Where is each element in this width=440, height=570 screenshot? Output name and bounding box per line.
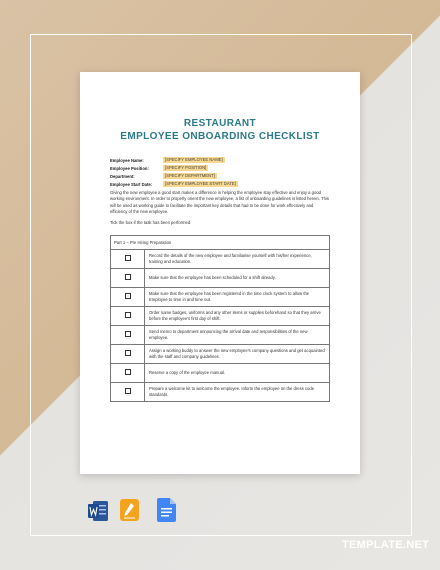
table-row	[111, 288, 330, 307]
field-row	[110, 156, 238, 164]
field-label: Employee Position:	[110, 165, 149, 171]
table-row	[111, 364, 330, 383]
table-row	[111, 345, 330, 364]
word-icon[interactable]	[88, 500, 108, 522]
table-row	[111, 269, 330, 288]
field-value: [SPECIFY POSITION]	[165, 165, 207, 170]
task-text: Make sure that the employee has been registered in the time clock system to allow the Employee to time in and time out.	[145, 288, 330, 307]
employee-fields	[110, 156, 238, 188]
table-row	[111, 250, 330, 269]
document-page	[80, 72, 360, 474]
task-text: Prepare a welcome kit to welcome the employee. Inform the employee on the dress code standards.	[145, 383, 330, 402]
tick-instruction: Tick the box if the task has been performed.	[110, 220, 192, 225]
task-text: Send memo to department announcing the arrival date and responsibilities of the new employee.	[145, 326, 330, 345]
checkbox[interactable]	[125, 274, 131, 280]
field-row	[110, 180, 238, 188]
field-value: [SPECIFY DEPARTMENT]	[165, 173, 215, 178]
task-text: Reserve a copy of the employee manual.	[145, 364, 330, 383]
checkbox[interactable]	[125, 293, 131, 299]
checkbox[interactable]	[125, 369, 131, 375]
title-line2: EMPLOYEE ONBOARDING CHECKLIST	[120, 131, 320, 142]
checkbox[interactable]	[125, 331, 131, 337]
checkbox[interactable]	[125, 350, 131, 356]
checkbox[interactable]	[125, 255, 131, 261]
field-value: [SPECIFY EMPLOYEE NAME]	[165, 157, 223, 162]
table-row	[111, 307, 330, 326]
field-value: [SPECIFY EMPLOYEE START DATE]	[165, 181, 236, 186]
task-text: Assign a working buddy to answer the new employee’s company questions and get acquainted with the staff and company guidelines.	[145, 345, 330, 364]
intro-paragraph: Giving the new employee a good start makes a difference in helping the employee stay effective and enjoy a good working environment. In order to properly orient the new employee, a list of onboarding guidelines is listed herein. This will be used as working guide to facilitate the important key details that had to be done for work effectively and efficiency of the new employee.	[110, 190, 329, 214]
brand-watermark: TEMPLATE.NET	[342, 539, 430, 551]
table-row	[111, 383, 330, 402]
title-line1: RESTAURANT	[183, 118, 257, 129]
task-text: Order name badges, uniforms and any other items or supplies beforehand so that they arrive before the employee’s first day of shift.	[145, 307, 330, 326]
section-header-row	[111, 236, 330, 250]
field-label: Department:	[110, 173, 135, 179]
task-text: Make sure that the employee has been scheduled for a shift already.	[145, 269, 330, 288]
section-title: Part 1 – Pre Hiring Preparation	[111, 236, 330, 250]
google-docs-icon[interactable]	[157, 498, 176, 522]
field-row	[110, 172, 238, 180]
field-row	[110, 164, 238, 172]
checkbox[interactable]	[125, 312, 131, 318]
pages-icon[interactable]	[120, 499, 139, 521]
field-label: Employee Name:	[110, 157, 144, 163]
table-row	[111, 326, 330, 345]
checkbox[interactable]	[125, 388, 131, 394]
field-label: Employee Start Date:	[110, 181, 153, 187]
task-text: Record the details of the new employee and familiarise yourself with his/her experience, training and education.	[145, 250, 330, 269]
checklist-table	[110, 235, 330, 402]
